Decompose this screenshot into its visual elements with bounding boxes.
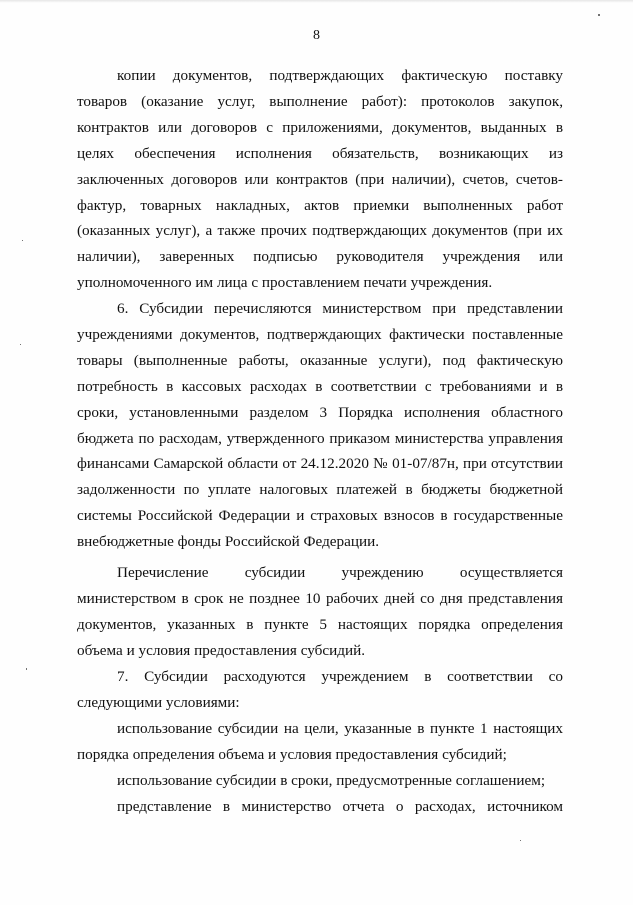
paragraph-condition-terms: использование субсидии в сроки, предусмотренные соглашением; [117,772,546,789]
scan-speck [20,344,21,345]
paragraph-section-7: 7. Субсидии расходуются учреждением в соответствии со следующими условиями: [77,668,563,711]
scan-speck [22,240,23,241]
scan-speck [26,668,27,670]
paragraph-section-6: 6. Субсидии перечисляются министерством при представлении учреждениями документов, подтверждающих фактически поставленные товары (выполненные работы, оказанные услуги), под фактическую потребность в кассовых расходах в соответствии с требованиями и в сроки, установленными разделом 3 Порядка исполнения областного бюджета по расходам, утвержденного приказом министерства управления финансами Самарской области от 24.12.2020 № 01-07/87н, при отсутствии задолженности по уплате налоговых платежей в бюджеты бюджетной системы Российской Федерации и страховых взносов в государственные внебюджетные фонды Российской Федерации. [77,300,563,551]
paragraph-condition-purpose: использование субсидии на цели, указанные в пункте 1 настоящих порядка определения объема и условия предоставления субсидий; [77,720,563,763]
scan-speck [520,840,521,841]
scan-edge [0,0,633,3]
paragraph-condition-report: представление в министерство отчета о расходах, источником [117,798,563,815]
paragraph-document-copies: копии документов, подтверждающих фактическую поставку товаров (оказание услуг, выполнение работ): протоколов закупок, контрактов или договоров с приложениями, документов, выданных в целях обеспечения исполнения обязательств, возникающих из заключенных договоров или контрактов (при наличии), счетов, счетов-фактур, товарных накладных, актов приемки выполненных работ (оказанных услуг), а также прочих подтверждающих документов (при их наличии), заверенных подписью руководителя учреждения или уполномоченного им лица с проставлением печати учреждения. [77,67,563,292]
paragraph-transfer-term: Перечисление субсидии учреждению осуществляется министерством в срок не позднее 10 рабочих дней со дня представления документов, указанных в пункте 5 настоящих порядка определения объема и условия предоставления субсидий. [77,564,563,659]
scan-speck [598,14,600,16]
page-number: 8 [313,28,320,43]
